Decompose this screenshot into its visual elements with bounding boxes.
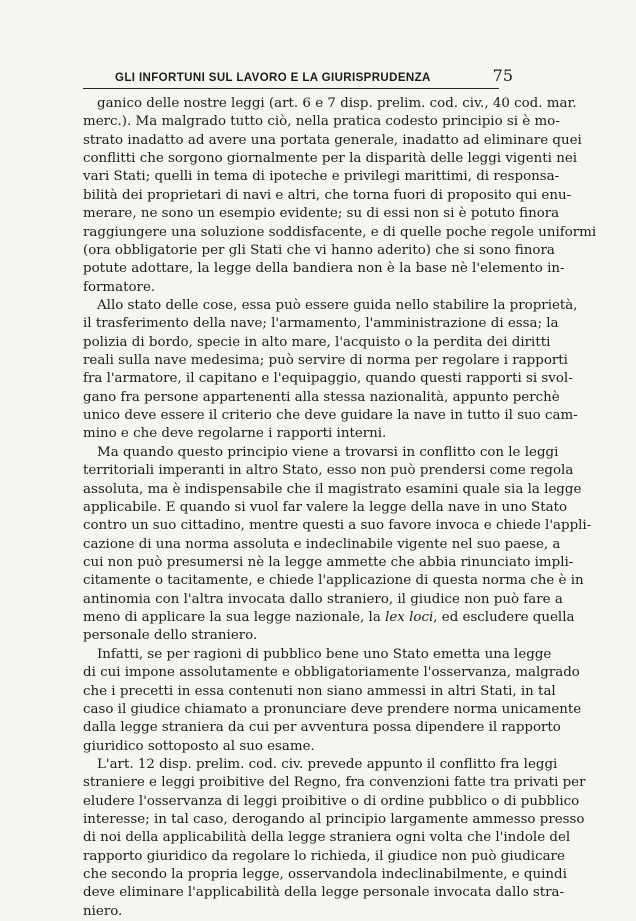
text-line: cui non può presumersi nè la legge ammette che abbia rinunciato impli- [83,554,574,570]
text-line: potute adottare, la legge della bandiera non è la base nè l'elemento in- [83,261,565,277]
text-line: personale dello straniero. [83,628,258,644]
text-line: Allo stato delle cose, essa può essere guida nello stabilire la proprietà, [97,297,578,313]
text-line: deve eliminare l'applicabilità della legge personale invocata dallo stra- [83,885,565,901]
text-line: strato inadatto ad avere una portata generale, inadatto ad eliminare quei [83,132,582,148]
text-line: territoriali imperanti in altro Stato, esso non può prendersi come regola [83,463,574,479]
text-line: mino e che deve regolarne i rapporti interni. [83,426,387,442]
text-line: L'art. 12 disp. prelim. cod. civ. prevede appunto il conflitto fra leggi [97,756,558,772]
paragraph [83,756,586,921]
text-line: straniere e leggi proibitive del Regno, fra convenzioni fatte tra privati per [83,775,586,791]
text-line: ganico delle nostre leggi (art. 6 e 7 disp. prelim. cod. civ., 40 cod. mar. [97,96,577,111]
text-line: Ma quando questo principio viene a trovarsi in conflitto con le leggi [97,444,559,460]
text-line: giuridico sottoposto al suo esame. [83,738,315,754]
text-line: vari Stati; quelli in tema di ipoteche e privilegi marittimi, di responsa- [83,169,560,185]
paragraph [83,95,597,297]
page-number: 75 [492,66,513,85]
paragraph [83,297,578,444]
running-head [83,66,513,88]
text-line: il trasferimento della nave; l'armamento, l'amministrazione di essa; la [83,316,559,332]
text-line: eludere l'osservanza di leggi proibitive o di ordine pubblico o di pubblico [83,793,580,809]
text-line: meno di applicare la sua legge nazionale, la lex loci, ed escludere quella [83,610,575,626]
running-title: GLI INFORTUNI SUL LAVORO E LA GIURISPRUDENZA [115,72,431,84]
text-line: reali sulla nave medesima; può servire di norma per regolare i rapporti [83,353,568,369]
text-line: rapporto giuridico da regolare lo richieda, il giudice non può giudicare [83,848,565,864]
text-line: applicabile. E quando si vuol far valere la legge della nave in uno Stato [83,499,568,515]
text-line: che secondo la propria legge, osservandola indeclinabilmente, e quindi [83,867,567,883]
paragraph [83,646,582,756]
text-line: bilità dei proprietari di navi e altri, che torna fuori di proposito qui enu- [83,187,572,203]
text-line: Infatti, se per ragioni di pubblico bene uno Stato emetta una legge [97,646,552,662]
text-line: polizia di bordo, specie in alto mare, l'acquisto o la perdita dei diritti [83,334,551,350]
text-line: assoluta, ma è indispensabile che il magistrato esamini quale sia la legge [83,481,582,497]
text-line: conflitti che sorgono giornalmente per la disparità delle leggi vigenti nei [83,151,578,167]
text-line: di noi della applicabilità della legge straniera ogni volta che l'indole del [83,830,571,846]
text-line: niero. [83,903,123,919]
body-text [83,95,597,921]
text-line: unico deve essere il criterio che deve guidare la nave in tutto il suo cam- [83,408,578,424]
text-line: contro un suo cittadino, mentre questi a suo favore invoca e chiede l'appli- [83,518,592,534]
paragraph [83,444,592,646]
text-line: interesse; in tal caso, derogando al principio largamente ammesso presso [83,812,585,828]
text-line: raggiungere una soluzione soddisfacente, e di quelle poche regole uniformi [83,224,597,240]
text-line: citamente o tacitamente, e chiede l'applicazione di questa norma che è in [83,573,584,589]
text-line: fra l'armatore, il capitano e l'equipaggio, quando questi rapporti si svol- [83,371,573,387]
text-line: antinomia con l'altra invocata dallo straniero, il giudice non può fare a [83,591,563,607]
text-line: merare, ne sono un esempio evidente; su di essi non si è potuto finora [83,206,560,222]
text-line: dalla legge straniera da cui per avventura possa dipendere il rapporto [83,720,561,736]
text-line: che i precetti in essa contenuti non siano ammessi in altri Stati, in tal [83,683,556,699]
text-line: merc.). Ma malgrado tutto ciò, nella pratica codesto principio si è mo- [83,114,560,130]
text-line: caso il giudice chiamato a pronunciare deve prendere norma unicamente [83,701,582,717]
text-line: gano fra persone appartenenti alla stessa nazionalità, appunto perchè [83,389,560,405]
text-line: (ora obbligatorie per gli Stati che vi hanno aderito) che si sono finora [83,242,555,258]
text-line: di cui impone assolutamente e obbligatoriamente l'osservanza, malgrado [83,665,580,681]
text-line: formatore. [83,279,156,295]
header-rule [83,88,499,89]
text-line: cazione di una norma assoluta e indeclinabile vigente nel suo paese, a [83,536,561,552]
